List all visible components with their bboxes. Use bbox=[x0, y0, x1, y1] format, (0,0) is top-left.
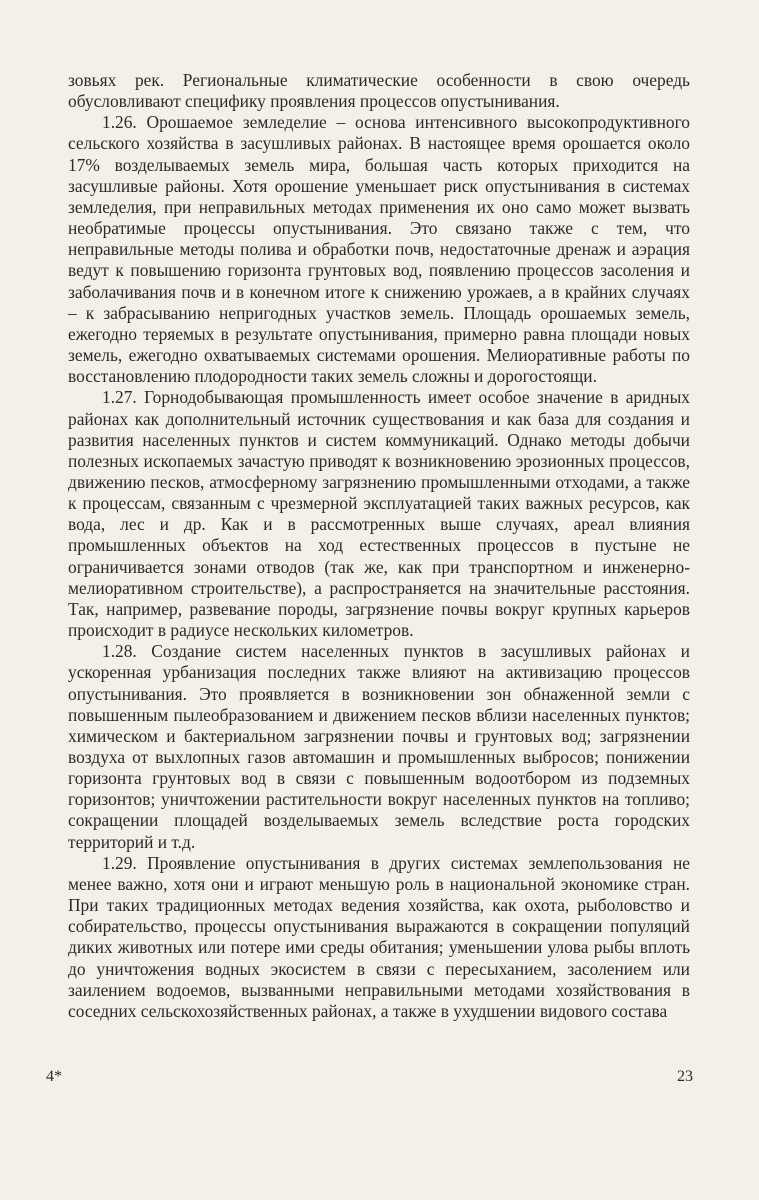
paragraph-1-26: 1.26. Орошаемое земледелие – основа интенсивного высокопродуктивного сельского хозяйства в засушливых районах. В настоящее время орошается около 17% возделываемых земель мира, большая часть которых приходится на засушливые районы. Хотя орошение уменьшает риск опустынивания в системах земледелия, при неправильных методах применения их оно само может вызвать необратимые процессы опустынивания. Это связано также с тем, что неправильные методы полива и обработки почв, недостаточные дренаж и аэрация ведут к повышению горизонта грунтовых вод, появлению процессов засоления и заболачивания почв и в конечном итоге к снижению урожаев, а в крайних случаях – к забрасыванию непригодных участков земель. Площадь орошаемых земель, ежегодно теряемых в результате опустынивания, примерно равна площади новых земель, ежегодно охватываемых системами орошения. Мелиоративные работы по восстановлению плодородности таких земель сложны и дорогостоящи. bbox=[68, 112, 690, 387]
paragraph-1-27: 1.27. Горнодобывающая промышленность имеет особое значение в аридных районах как дополнительный источник существования и как база для создания и развития населенных пунктов и систем коммуникаций. Однако методы добычи полезных ископаемых зачастую приводят к возникновению эрозионных процессов, движению песков, атмосферному загрязнению промышленными отходами, а также к процессам, связанным с чрезмерной эксплуатацией таких важных ресурсов, как вода, лес и др. Как и в рассмотренных выше случаях, ареал влияния промышленных объектов на ход естественных процессов в пустыне не ограничивается зонами отводов (так же, как при транспортном и инженерно-мелиоративном строительстве), а распространяется на значительные расстояния. Так, например, развевание породы, загрязнение почвы вокруг крупных карьеров происходит в радиусе нескольких километров. bbox=[68, 387, 690, 641]
paragraph-1-29: 1.29. Проявление опустынивания в других системах землепользования не менее важно, хотя они и играют меньшую роль в национальной экономике стран. При таких традиционных методах ведения хозяйства, как охота, рыболовство и собирательство, процессы опустынивания выражаются в сокращении популяций диких животных или потере ими среды обитания; уменьшении улова рыбы вплоть до уничтожения водных экосистем в связи с пересыханием, засолением или заилением водоемов, вызванными неправильными методами хозяйствования в соседних сельскохозяйственных районах, а также в ухудшении видового состава bbox=[68, 852, 690, 1021]
paragraph-continuation: зовьях рек. Региональные климатические особенности в свою очередь обусловливают специфику проявления процессов опустынивания. bbox=[68, 70, 690, 112]
signature-mark: 4* bbox=[46, 1068, 62, 1085]
paragraph-1-28: 1.28. Создание систем населенных пунктов в засушливых районах и ускоренная урбанизация последних также влияют на активизацию процессов опустынивания. Это проявляется в возникновении зон обнаженной земли с повышенным пылеобразованием и движением песков вблизи населенных пунктов; химическом и бактериальном загрязнении почвы и грунтовых вод; загрязнении воздуха от выхлопных газов автомашин и промышленных выбросов; понижении горизонта грунтовых вод в связи с повышенным водоотбором из подземных горизонтов; уничтожении растительности вокруг населенных пунктов на топливо; сокращении площадей возделываемых земель вследствие роста городских территорий и т.д. bbox=[68, 641, 690, 852]
page-number: 23 bbox=[677, 1068, 693, 1085]
body-text bbox=[68, 70, 690, 1022]
